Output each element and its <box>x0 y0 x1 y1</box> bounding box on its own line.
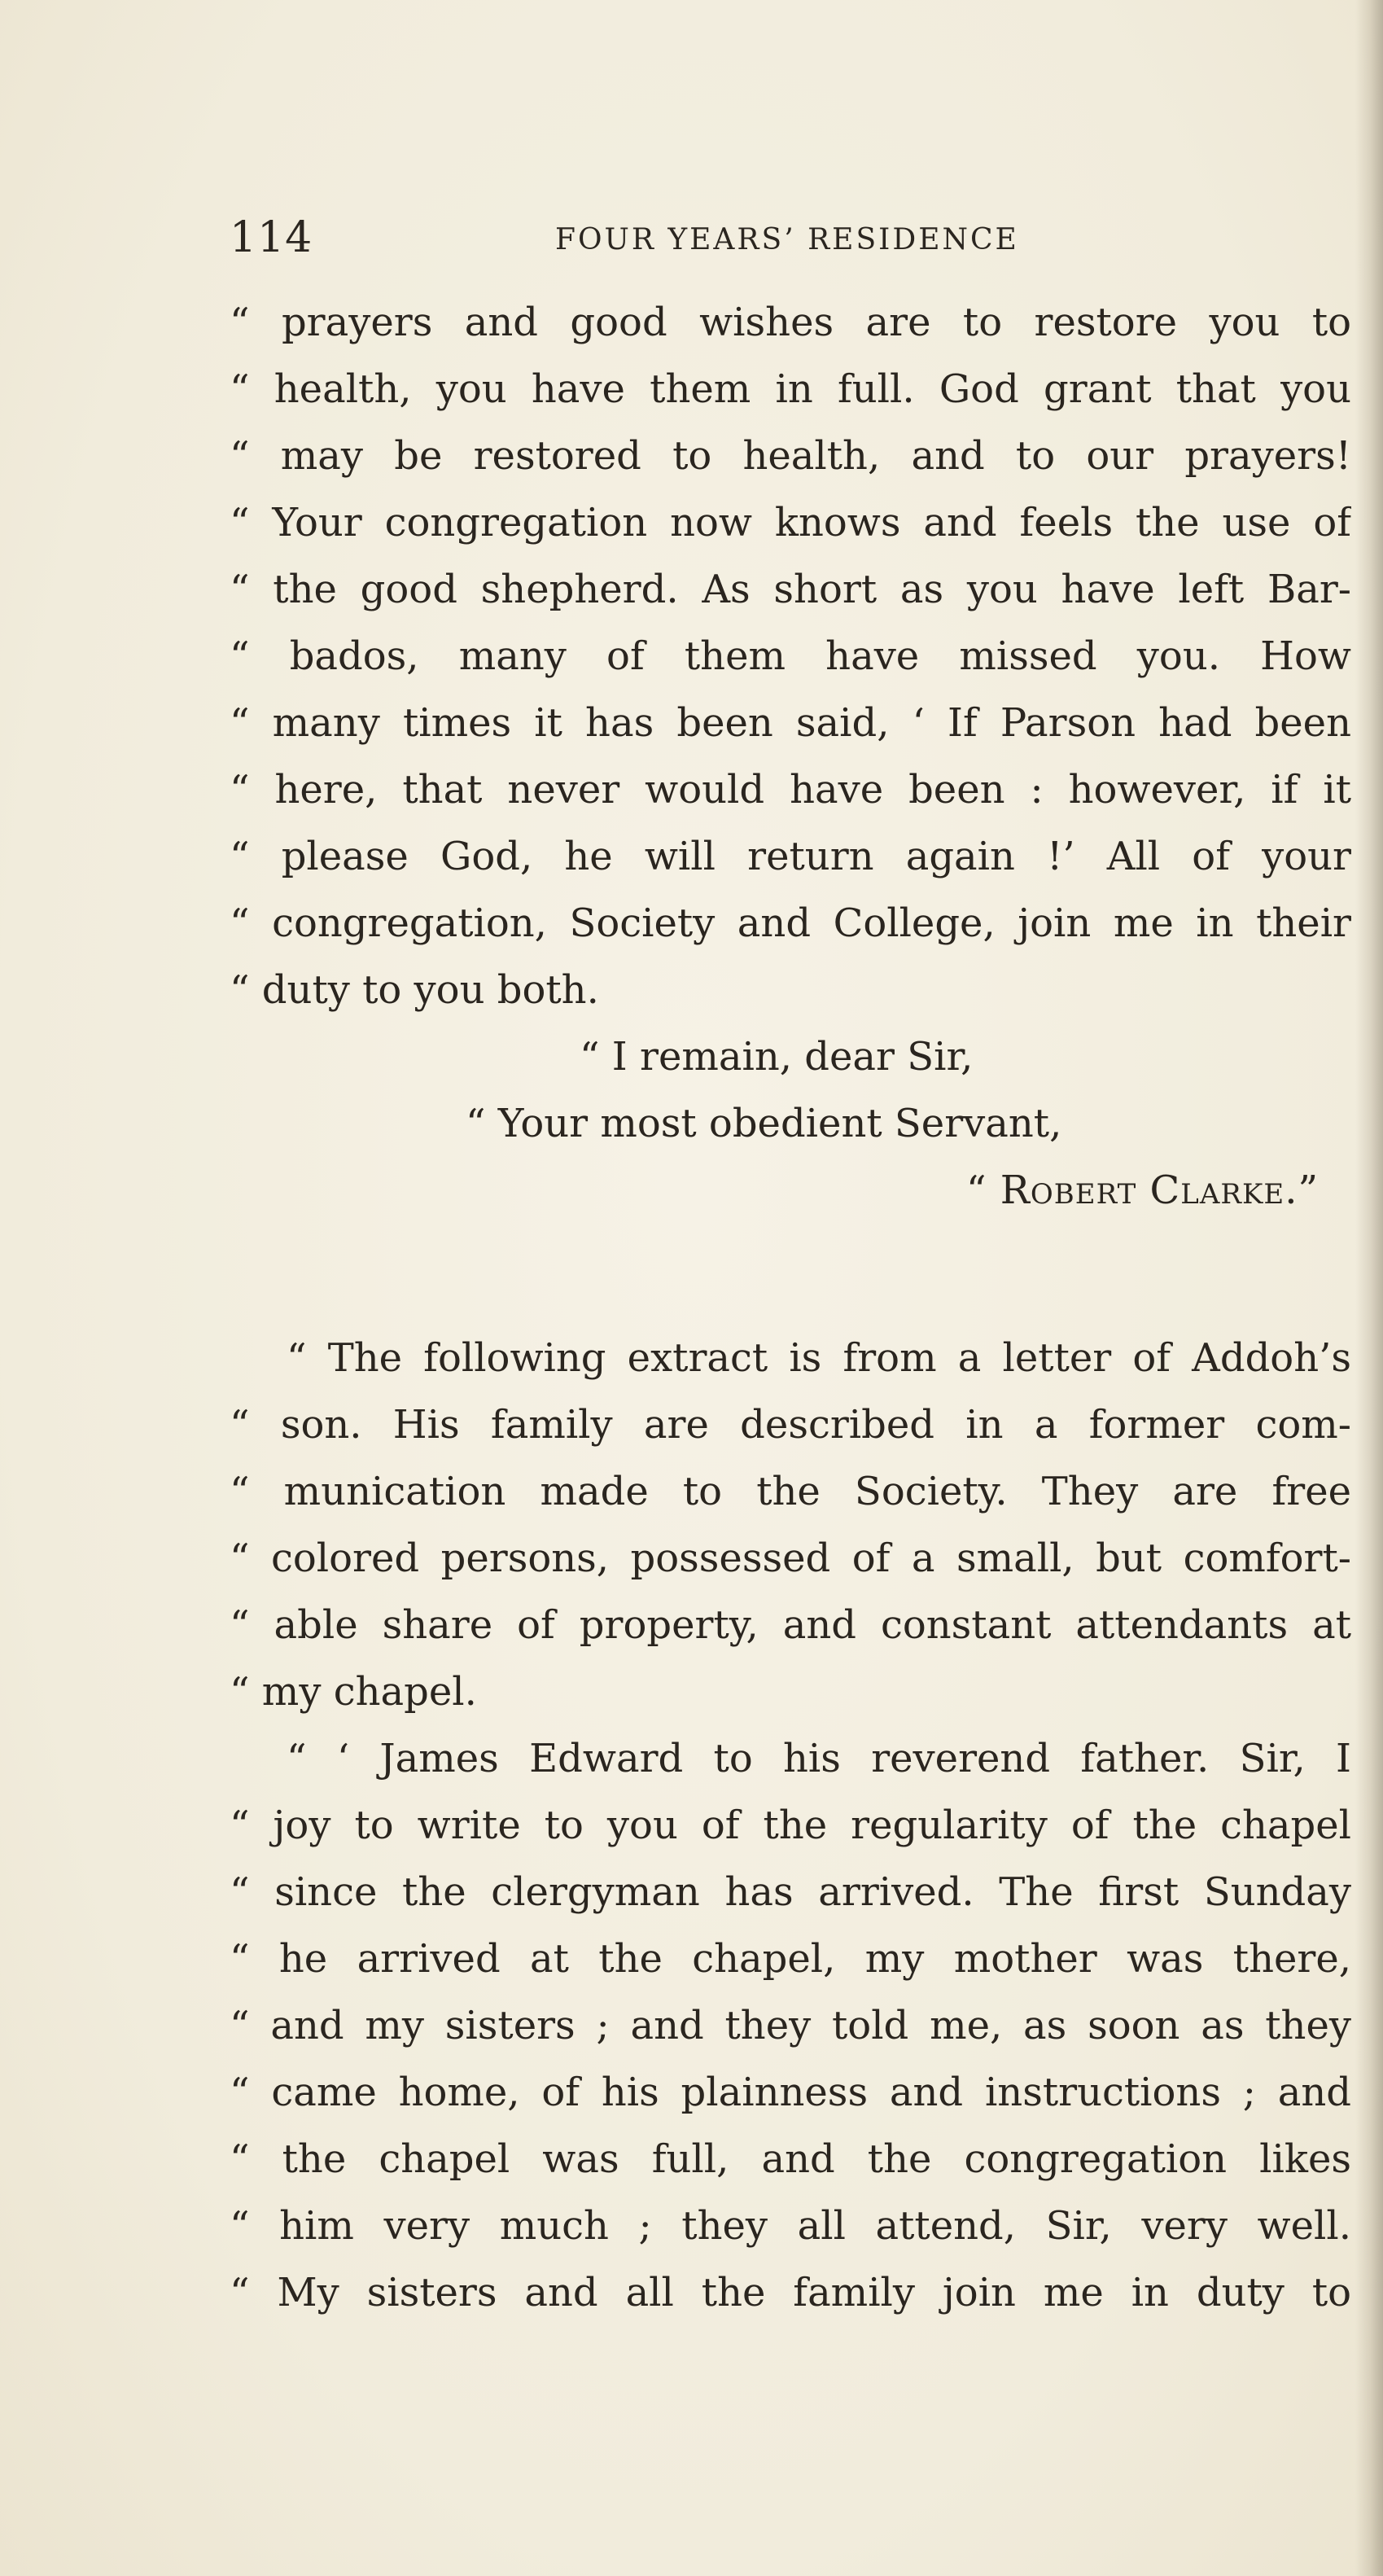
signature-name: “ Robert Clarke.” <box>965 1168 1319 1213</box>
text-line: “ since the clergyman has arrived. The first Sunday <box>230 1869 1351 1915</box>
text-line: “ congregation, Society and College, join me in their <box>230 900 1351 946</box>
body-text <box>230 289 1351 2326</box>
text-line: “ my chapel. <box>230 1669 477 1715</box>
text-line: “ bados, many of them have missed you. How <box>230 633 1351 679</box>
text-line: “ came home, of his plainness and instructions ; and <box>230 2070 1351 2115</box>
closing-salutation: “ I remain, dear Sir, <box>580 1034 974 1080</box>
text-line: “ many times it has been said, ‘ If Parson had been <box>230 700 1351 746</box>
text-line: “ may be restored to health, and to our prayers! <box>230 433 1351 479</box>
text-line: “ Your congregation now knows and feels the use of <box>230 500 1351 545</box>
text-line: “ The following extract is from a letter of Addoh’s <box>287 1335 1351 1381</box>
text-line: “ My sisters and all the family join me in duty to <box>230 2270 1351 2315</box>
text-line: “ munication made to the Society. They are free <box>230 1469 1351 1514</box>
text-line: “ able share of property, and constant attendants at <box>230 1602 1351 1648</box>
extract-paragraph <box>230 1325 1351 1725</box>
text-line: “ colored persons, possessed of a small, but comfort- <box>230 1536 1351 1581</box>
text-line: “ health, you have them in full. God grant that you <box>230 366 1351 412</box>
letter-paragraph <box>230 289 1351 1023</box>
text-line: “ he arrived at the chapel, my mother was there, <box>230 1936 1351 1982</box>
text-line: “ duty to you both. <box>230 967 599 1013</box>
text-line: “ him very much ; they all attend, Sir, very well. <box>230 2203 1351 2249</box>
closing-servant: “ Your most obedient Servant, <box>466 1101 1062 1146</box>
text-line: “ prayers and good wishes are to restore you to <box>230 300 1351 345</box>
text-line: “ the chapel was full, and the congregation likes <box>230 2136 1351 2182</box>
letter-closing <box>230 1023 1351 1224</box>
text-line: “ son. His family are described in a former com- <box>230 1402 1351 1448</box>
text-line: “ please God, he will return again !’ All of your <box>230 834 1351 879</box>
text-line: “ and my sisters ; and they told me, as soon as they <box>230 2003 1351 2048</box>
paragraph-gap <box>230 1224 1351 1325</box>
quoted-letter-paragraph <box>230 1725 1351 2326</box>
page-number: 114 <box>230 213 313 262</box>
text-line: “ the good shepherd. As short as you have left Bar- <box>230 567 1351 612</box>
running-head: FOUR YEARS’ RESIDENCE <box>555 223 1019 256</box>
page-header <box>230 213 1353 278</box>
text-line: “ ‘ James Edward to his reverend father. Sir, I <box>287 1736 1351 1781</box>
text-line: “ joy to write to you of the regularity of the chapel <box>230 1803 1351 1848</box>
page-edge-shadow <box>1355 0 1383 2576</box>
text-line: “ here, that never would have been : however, if it <box>230 767 1351 813</box>
